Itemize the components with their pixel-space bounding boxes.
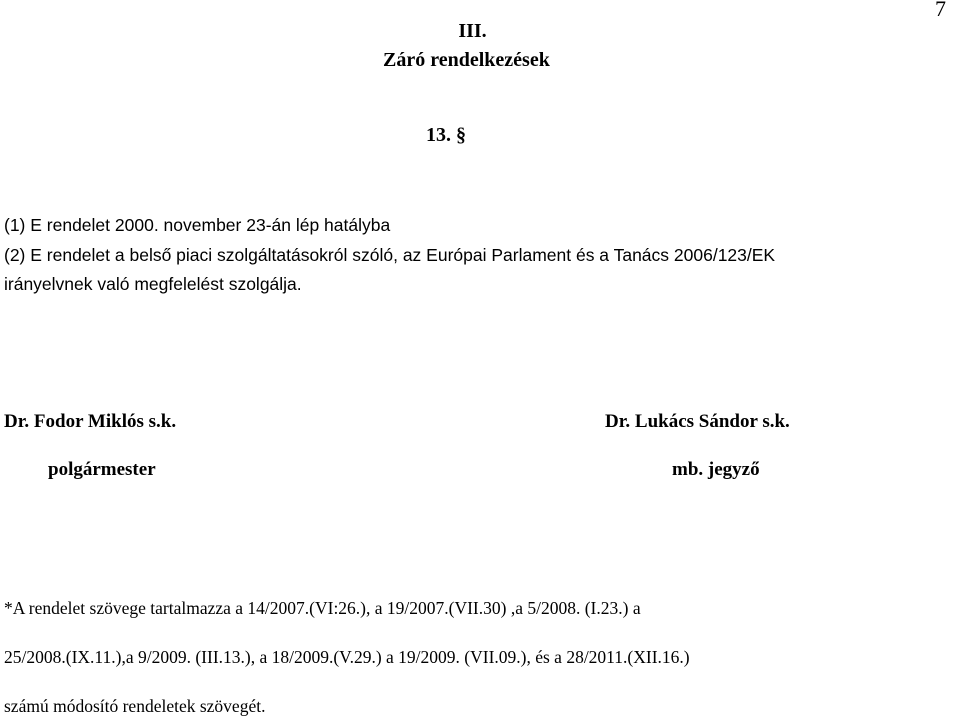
paragraph-directive-line-1: (2) E rendelet a belső piaci szolgáltatásokról szóló, az Európai Parlament és a Tanács 2006/123/EK [4,245,776,265]
notary-signature-title: mb. jegyző [672,459,760,480]
footnote-line-2: 25/2008.(IX.11.),a 9/2009. (III.13.), a 18/2009.(V.29.) a 19/2009. (VII.09.), és a 28/2011.(XII.16.) [4,647,690,667]
footnote-line-3: számú módosító rendeletek szövegét. [4,696,266,716]
mayor-signature-title: polgármester [48,459,156,480]
page-number: 7 [935,0,946,21]
paragraph-directive-line-2: irányelvnek való megfelelést szolgálja. [4,274,302,294]
chapter-number: III. [458,20,487,42]
notary-signature-name: Dr. Lukács Sándor s.k. [605,411,790,432]
footnote-line-1: *A rendelet szövege tartalmazza a 14/2007.(VI:26.), a 19/2007.(VII.30) ,a 5/2008. (I.23.) a [4,598,641,618]
paragraph-effective-date: (1) E rendelet 2000. november 23-án lép hatályba [4,215,391,235]
chapter-title: Záró rendelkezések [383,49,550,71]
section-title: 13. § [426,124,466,146]
mayor-signature-name: Dr. Fodor Miklós s.k. [4,411,177,432]
